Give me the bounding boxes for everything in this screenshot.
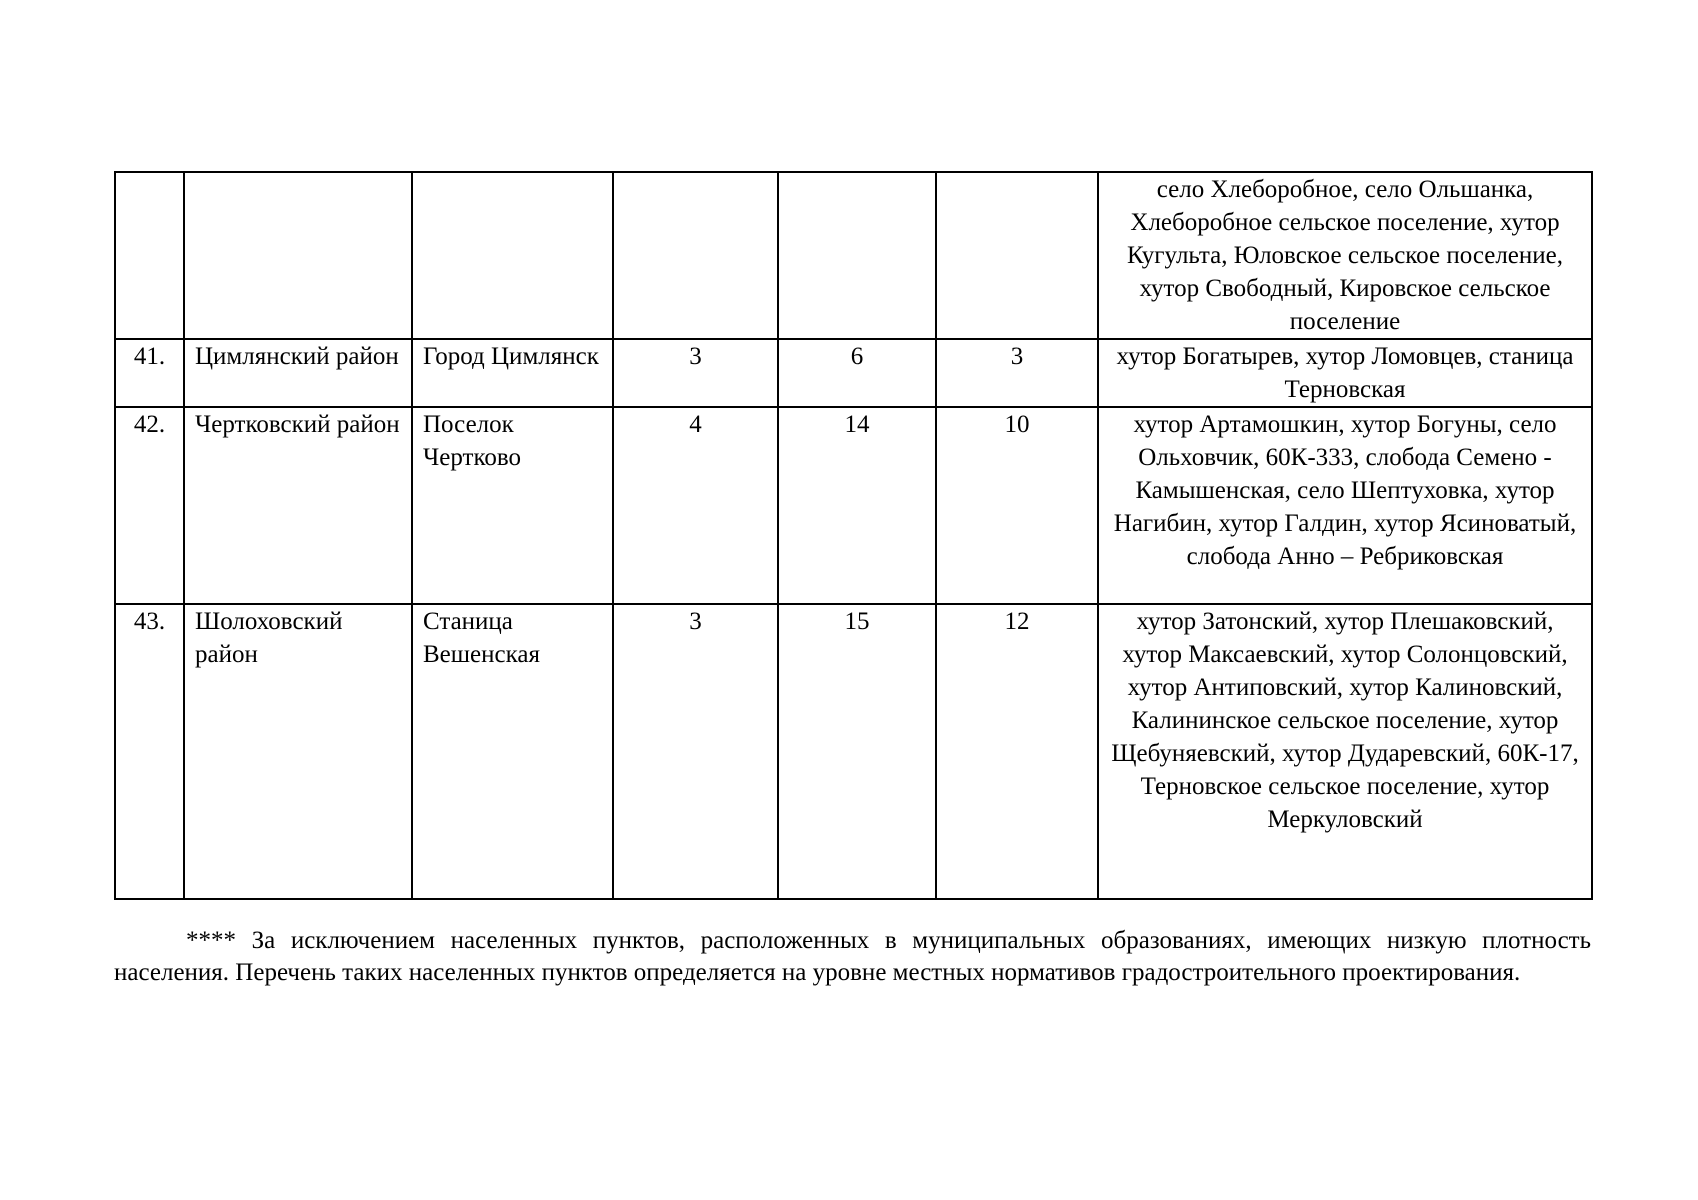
settlements-list: хутор Богатырев, хутор Ломовцев, станица Терновская bbox=[1098, 339, 1592, 407]
settlements-list: хутор Артамошкин, хутор Богуны, село Ольховчик, 60К-333, слобода Семено - Камышенская, село Шептуховка, хутор Нагибин, хутор Галдин, хутор Ясиноватый, слобода Анно – Ребриковская bbox=[1098, 407, 1592, 604]
settlements-list: хутор Затонский, хутор Плешаковский, хутор Максаевский, хутор Солонцовский, хутор Антиповский, хутор Калиновский, Калининское сельское поселение, хутор Щебуняевский, хутор Дударевский, 60К-17, Терновское сельское поселение, хутор Меркуловский bbox=[1098, 604, 1592, 899]
value-col-2: 6 bbox=[778, 339, 936, 407]
settlements-list: село Хлеборобное, село Ольшанка, Хлеборобное сельское поселение, хутор Кугульта, Юловское сельское поселение, хутор Свободный, Кировское сельское поселение bbox=[1098, 172, 1592, 339]
row-number: 41. bbox=[115, 339, 184, 407]
district-center: Поселок Чертково bbox=[412, 407, 613, 604]
footnote-text: **** За исключением населенных пунктов, расположенных в муниципальных образованиях, имеющих низкую плотность населения. Перечень таких населенных пунктов определяется на уровне местных нормативов градостроительного проектирования. bbox=[114, 927, 1591, 986]
value-col-1: 4 bbox=[613, 407, 778, 604]
value-col-3: 10 bbox=[936, 407, 1098, 604]
district-name: Цимлянский район bbox=[184, 339, 412, 407]
value-col-2: 15 bbox=[778, 604, 936, 899]
district-name bbox=[184, 172, 412, 339]
value-col-3: 3 bbox=[936, 339, 1098, 407]
table-row bbox=[115, 407, 1592, 604]
value-col-3 bbox=[936, 172, 1098, 339]
district-center: Станица Вешенская bbox=[412, 604, 613, 899]
row-number bbox=[115, 172, 184, 339]
value-col-1: 3 bbox=[613, 604, 778, 899]
district-center: Город Цимлянск bbox=[412, 339, 613, 407]
row-number: 43. bbox=[115, 604, 184, 899]
value-col-3: 12 bbox=[936, 604, 1098, 899]
value-col-1 bbox=[613, 172, 778, 339]
value-col-2 bbox=[778, 172, 936, 339]
table-row bbox=[115, 339, 1592, 407]
row-number: 42. bbox=[115, 407, 184, 604]
table-row bbox=[115, 604, 1592, 899]
district-center bbox=[412, 172, 613, 339]
value-col-1: 3 bbox=[613, 339, 778, 407]
settlements-table bbox=[114, 171, 1593, 900]
table-row bbox=[115, 172, 1592, 339]
district-name: Чертковский район bbox=[184, 407, 412, 604]
district-name: Шолоховский район bbox=[184, 604, 412, 899]
value-col-2: 14 bbox=[778, 407, 936, 604]
